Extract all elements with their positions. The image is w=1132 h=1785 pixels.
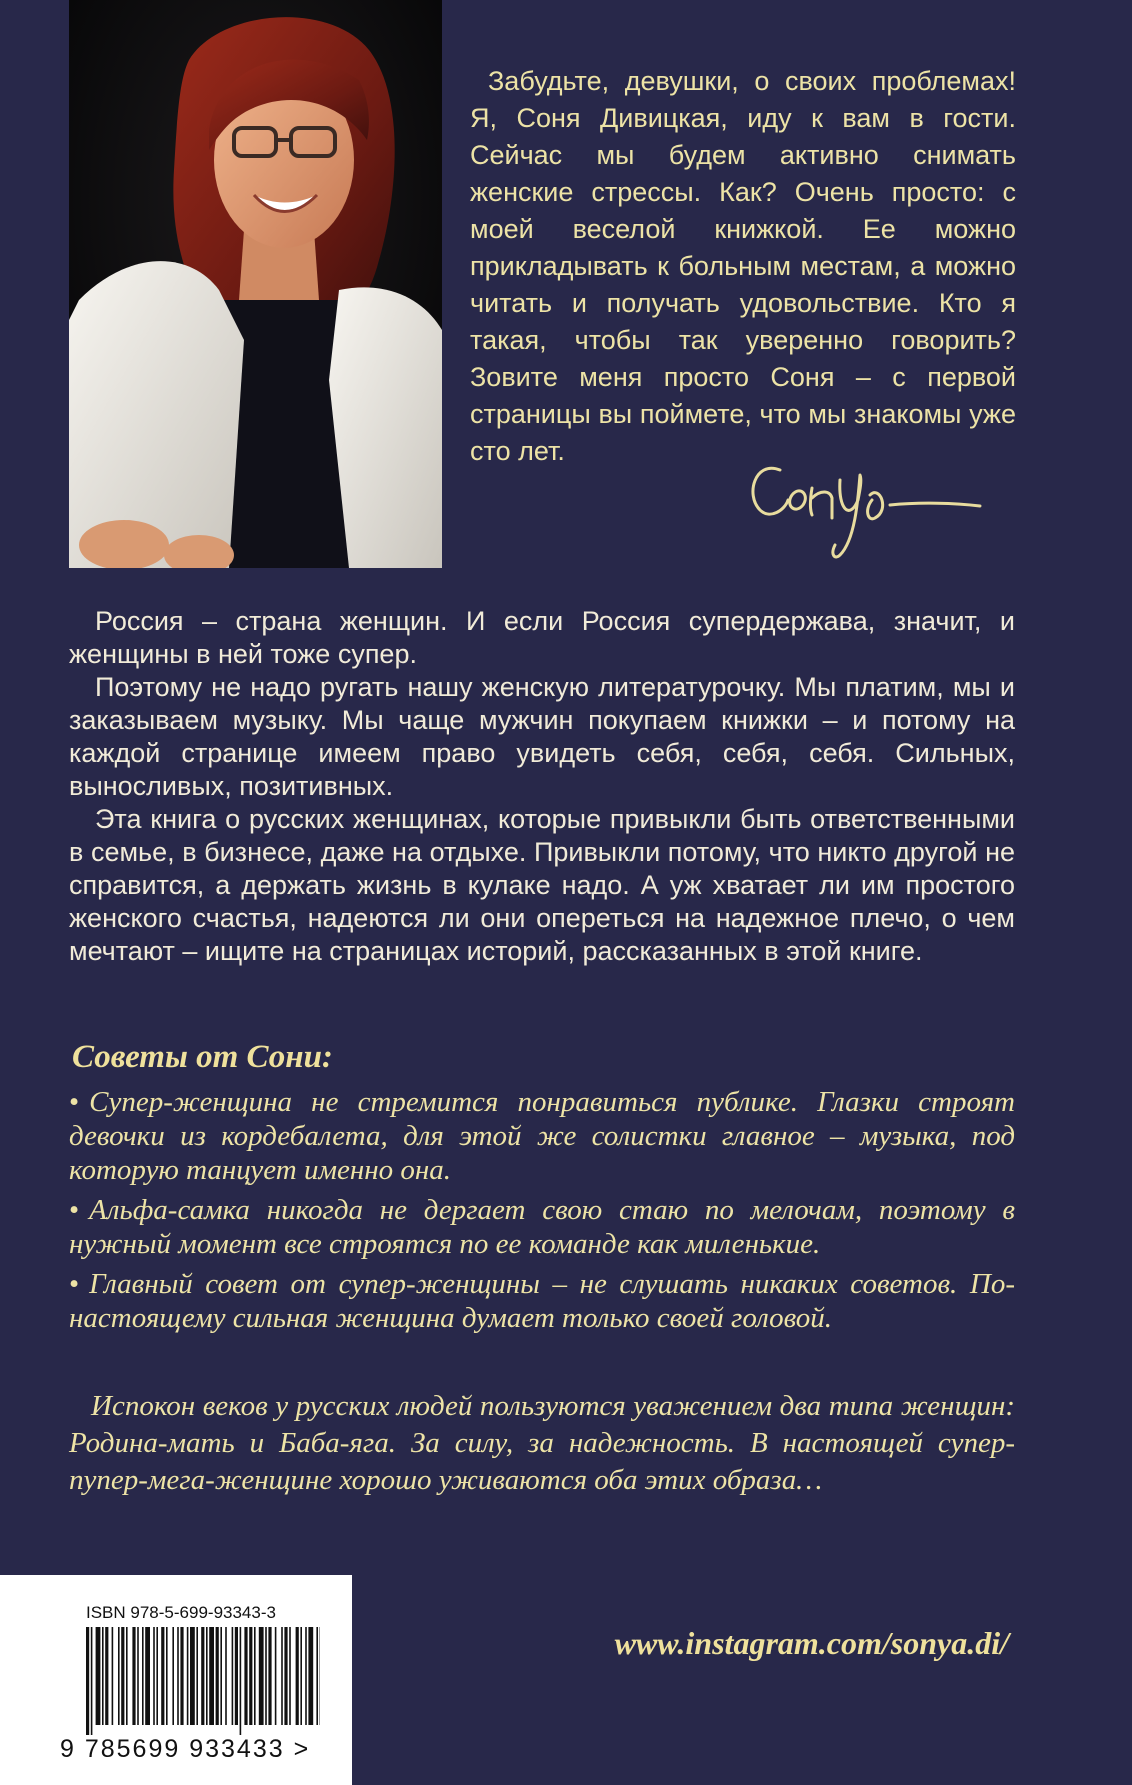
tip-text: Главный совет от супер-женщины – не слушать никаких советов. По-настоящему сильная женщина думает только своей головой.: [69, 1268, 1015, 1334]
barcode-bar: [265, 1627, 267, 1725]
barcode-bar: [220, 1627, 222, 1725]
barcode-bar: [296, 1627, 299, 1725]
barcode-bar: [118, 1627, 120, 1725]
tip-text: Супер-женщина не стремится понравиться публике. Глазки строят девочки из кордебалета, для этой же солистки главное – музыка, под которую танцует именно она.: [69, 1086, 1015, 1186]
tips-list: [69, 1085, 1015, 1341]
body-paragraph-3: Эта книга о русских женщинах, которые привыкли быть ответственными в семье, в бизнесе, даже на отдыхе. Привыкли потому, что никто другой не справится, а держать жизнь в кулаке надо. А уж хватает ли им простого женского счастья, надеются ли они опереться на надежное плечо, о чем мечтают – ищите на страницах историй, рассказанных в этой книге.: [69, 804, 1015, 966]
isbn-label: ISBN 978-5-699-93343-3: [86, 1603, 276, 1622]
barcode-bar: [161, 1627, 164, 1725]
tip-item: [69, 1267, 1015, 1335]
barcode-bar: [196, 1627, 198, 1725]
barcode-bar: [305, 1627, 307, 1725]
barcode-bar: [166, 1627, 168, 1725]
barcode-bar: [244, 1627, 247, 1725]
barcode-bar: [275, 1627, 277, 1725]
barcode-bar: [86, 1627, 89, 1735]
barcode-bar: [180, 1627, 183, 1725]
tip-text: Альфа-самка никогда не дергает свою стаю по мелочам, поэтому в нужный момент все строятся по ее команде как миленькие.: [69, 1194, 1015, 1260]
barcode-bar: [121, 1627, 124, 1725]
barcode-bar: [254, 1627, 256, 1725]
barcode-bar: [249, 1627, 252, 1725]
barcode-bar: [190, 1627, 195, 1725]
barcode-bar: [281, 1627, 283, 1725]
barcode-bar: [137, 1627, 139, 1725]
bullet-icon: •: [69, 1194, 80, 1226]
barcode-bar: [240, 1627, 242, 1735]
barcode-bar: [316, 1627, 318, 1725]
barcode-bar: [145, 1627, 150, 1725]
barcode-bar: [300, 1627, 302, 1725]
barcode-bar: [105, 1627, 108, 1725]
barcode-bar: [201, 1627, 204, 1725]
barcode-bar: [142, 1627, 144, 1725]
barcode-bar: [187, 1627, 189, 1725]
intro-text: Забудьте, девушки, о своих проблемах! Я, Соня Дивицкая, иду к вам в гости. Сейчас мы будем активно снимать женские стрессы. Как? Очень просто: с моей веселой книжкой. Ее можно прикладывать к больным местам, а можно читать и получать удовольствие. Кто я такая, чтобы так уверенно говорить? Зовите меня просто Соня – с первой страницы вы поймете, что мы знакомы уже сто лет.: [470, 66, 1016, 466]
body-paragraph-2: Поэтому не надо ругать нашу женскую литературочку. Мы платим, мы и заказываем музыку. Мы чаще мужчин покупаем книжки – и потому на каждой странице имеем право увидеть себя, себя, себя. Сильных, выносливых, позитивных.: [69, 672, 1015, 801]
barcode-bar: [206, 1627, 208, 1725]
barcode-bar: [91, 1627, 93, 1735]
author-photo: [69, 0, 442, 568]
bullet-icon: •: [69, 1268, 80, 1300]
instagram-link[interactable]: www.instagram.com/sonya.di/: [614, 1625, 1009, 1661]
closing-text: Испокон веков у русских людей пользуются уважением два типа женщин: Родина-мать и Баба-яга. За силу, за надежность. В настоящей супер-пупер-мега-женщине хорошо уживаются оба этих образа…: [69, 1390, 1015, 1496]
tip-item: [69, 1085, 1015, 1187]
signature-icon: [740, 440, 990, 580]
barcode-bar: [96, 1627, 101, 1725]
barcode-bar: [126, 1627, 128, 1725]
barcode-bar: [153, 1627, 155, 1725]
barcode-bar: [235, 1627, 238, 1725]
body-text: [69, 605, 1015, 968]
barcode-bars: [86, 1627, 320, 1735]
barcode-bar: [225, 1627, 227, 1725]
body-paragraph-1: Россия – страна женщин. И если Россия супердержава, значит, и женщины в ней тоже супер.: [69, 606, 1015, 669]
tips-title: Советы от Сони:: [72, 1039, 333, 1075]
barcode-box: [0, 1575, 352, 1785]
barcode-bar: [172, 1627, 174, 1725]
barcode-bar: [209, 1627, 214, 1725]
bullet-icon: •: [69, 1086, 80, 1118]
barcode-bar: [102, 1627, 104, 1725]
barcode-bar: [132, 1627, 135, 1725]
barcode-bar: [216, 1627, 219, 1725]
barcode-bar: [156, 1627, 158, 1725]
barcode-bar: [284, 1627, 287, 1725]
barcode-bar: [259, 1627, 264, 1725]
barcode-bar: [177, 1627, 179, 1725]
barcode-bar: [112, 1627, 114, 1725]
barcode-digits: 9 785699 933433 >: [60, 1735, 311, 1763]
barcode-bar: [268, 1627, 271, 1725]
barcode-bar: [308, 1627, 313, 1725]
barcode-bar: [232, 1627, 234, 1725]
tip-item: [69, 1193, 1015, 1261]
barcode-bar: [289, 1627, 291, 1725]
